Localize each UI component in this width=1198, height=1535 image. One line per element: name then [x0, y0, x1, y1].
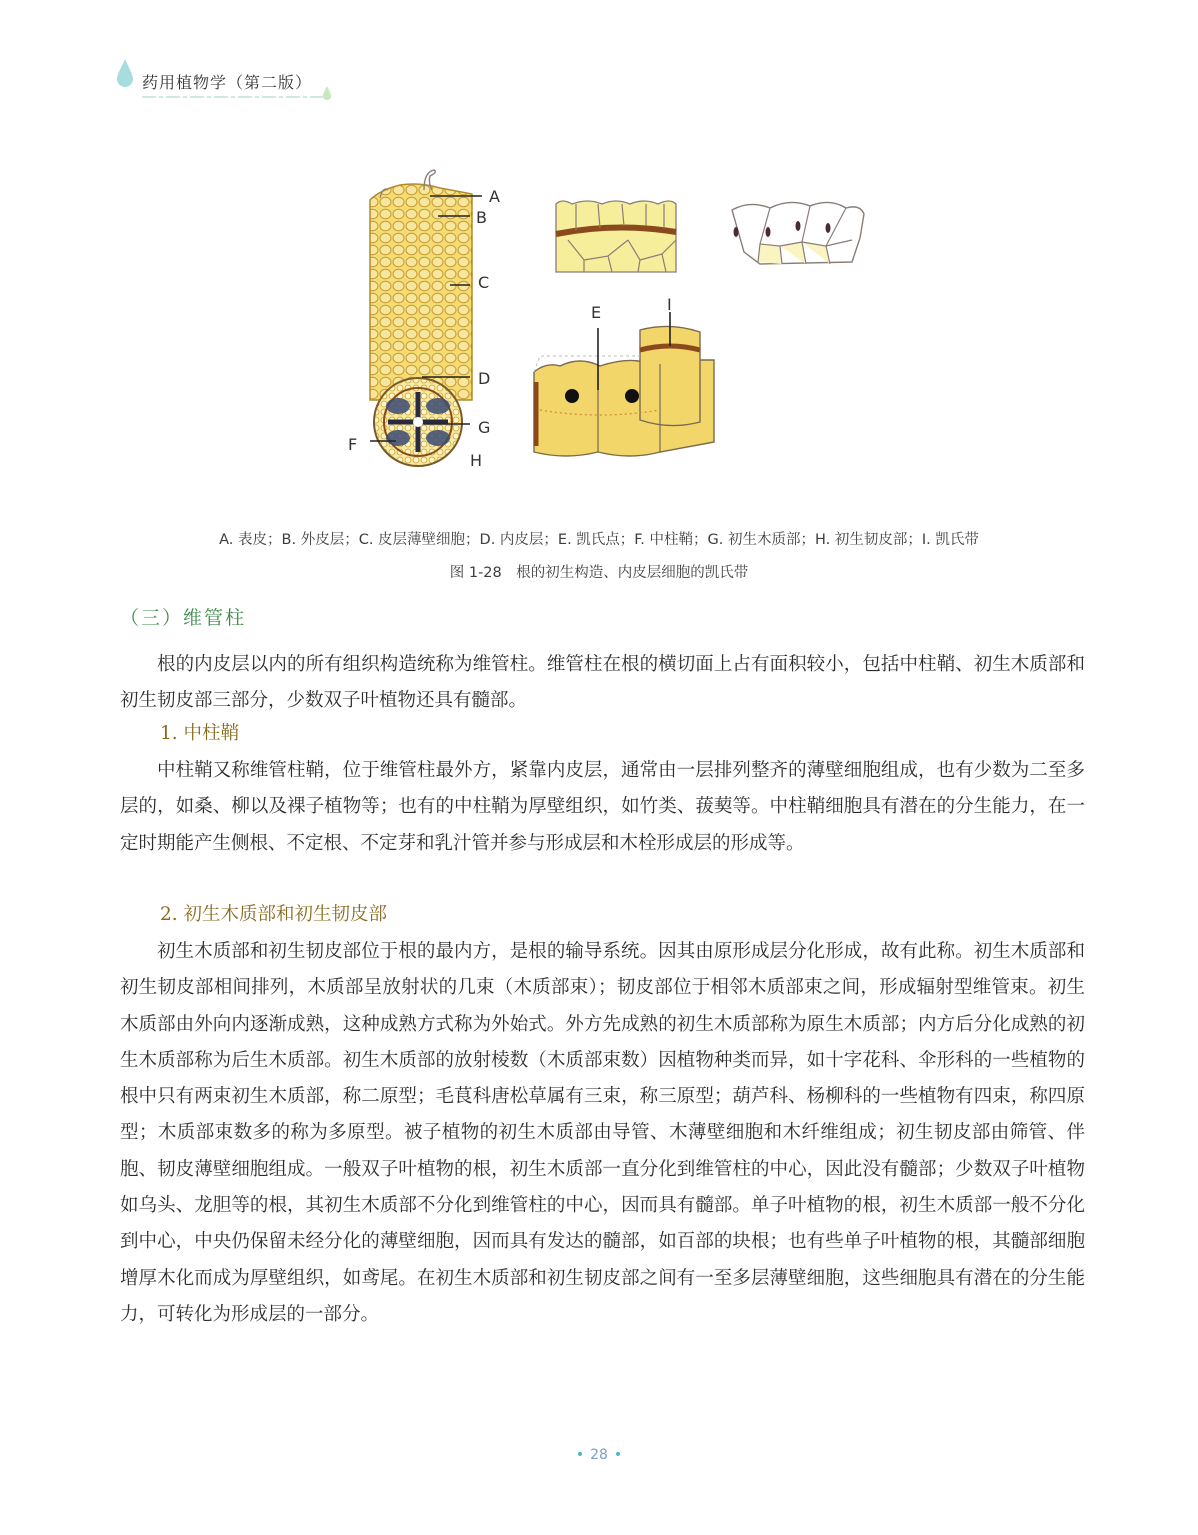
- subheading-primary-xylem-phloem: 2. 初生木质部和初生韧皮部: [160, 904, 388, 925]
- dot-icon: •: [613, 1447, 623, 1463]
- label-g: G: [478, 418, 491, 437]
- endodermis-3d-cells: [534, 326, 714, 456]
- dot-icon: •: [575, 1447, 585, 1463]
- book-title: 药用植物学（第二版）: [142, 73, 313, 92]
- root-longitudinal-section: [370, 170, 472, 466]
- small-drop-icon: [322, 85, 332, 101]
- section-heading: （三）维管柱: [120, 607, 247, 629]
- paragraph-primary-xylem-phloem: 初生木质部和初生韧皮部位于根的最内方，是根的输导系统。因其由原形成层分化形成，故有此称。初生木质部和初生韧皮部相间排列，木质部呈放射状的几束（木质部束）；韧皮部位于相邻木质部束之间，形成辐射型维管束。初生木质部由外向内逐渐成熟，这种成熟方式称为外始式。外方先成熟的初生木质部称为原生木质部；内方后分化成熟的初生木质部称为后生木质部。初生木质部的放射棱数（木质部束数）因植物种类而异，如十字花科、伞形科的一些植物的根中只有两束初生木质部，称二原型；毛茛科唐松草属有三束，称三原型；葫芦科、杨柳科的一些植物有四束，称四原型；木质部束数多的称为多原型。被子植物的初生木质部由导管、木薄壁细胞和木纤维组成；初生韧皮部由筛管、伴胞、韧皮薄壁细胞组成。一般双子叶植物的根，初生木质部一直分化到维管柱的中心，因此没有髓部；少数双子叶植物如乌头、龙胆等的根，其初生木质部不分化到维管柱的中心，因而具有髓部。单子叶植物的根，初生木质部一般不分化到中心，中央仍保留未经分化的薄壁细胞，因而具有发达的髓部，如百部的块根；也有些单子叶植物的根，其髓部细胞增厚木化而成为厚壁组织，如鸢尾。在初生木质部和初生韧皮部之间有一至多层薄壁细胞，这些细胞具有潜在的分生能力，可转化为形成层的一部分。: [120, 941, 1085, 1325]
- root-structure-figure: [340, 160, 900, 480]
- figure-caption: 图 1-28 根的初生构造、内皮层细胞的凯氏带: [449, 565, 749, 581]
- label-b: B: [476, 208, 487, 227]
- label-c: C: [478, 273, 490, 292]
- endodermis-dot-cells: [732, 202, 864, 264]
- running-header: [116, 58, 346, 108]
- paragraph-vascular-cylinder: 根的内皮层以内的所有组织构造统称为维管柱。维管柱在根的横切面上占有面积较小，包括中柱鞘、初生木质部和初生韧皮部三部分，少数双子叶植物还具有髓部。: [120, 654, 1085, 712]
- label-h: H: [470, 451, 483, 470]
- page-number: • 28 •: [575, 1447, 623, 1463]
- water-drop-icon: [116, 58, 134, 88]
- figure-legend: A. 表皮；B. 外皮层；C. 皮层薄壁细胞；D. 内皮层；E. 凯氏点；F. 中柱鞘；G. 初生木质部；H. 初生韧皮部；I. 凯氏带: [219, 532, 979, 548]
- paragraph-pericycle: 中柱鞘又称维管柱鞘，位于维管柱最外方，紧靠内皮层，通常由一层排列整齐的薄壁细胞组成，也有少数为二至多层的，如桑、柳以及裸子植物等；也有的中柱鞘为厚壁组织，如竹类、菝葜等。中柱鞘细胞具有潜在的分生能力，在一定时期能产生侧根、不定根、不定芽和乳汁管并参与形成层和木栓形成层的形成等。: [120, 760, 1085, 854]
- label-e: E: [591, 303, 602, 322]
- endodermis-band-cells: [556, 201, 676, 272]
- label-d: D: [478, 369, 491, 388]
- label-a: A: [489, 187, 500, 206]
- header-rule: [142, 95, 332, 99]
- subheading-pericycle: 1. 中柱鞘: [160, 723, 240, 744]
- label-i: I: [667, 295, 672, 314]
- label-f: F: [348, 435, 358, 454]
